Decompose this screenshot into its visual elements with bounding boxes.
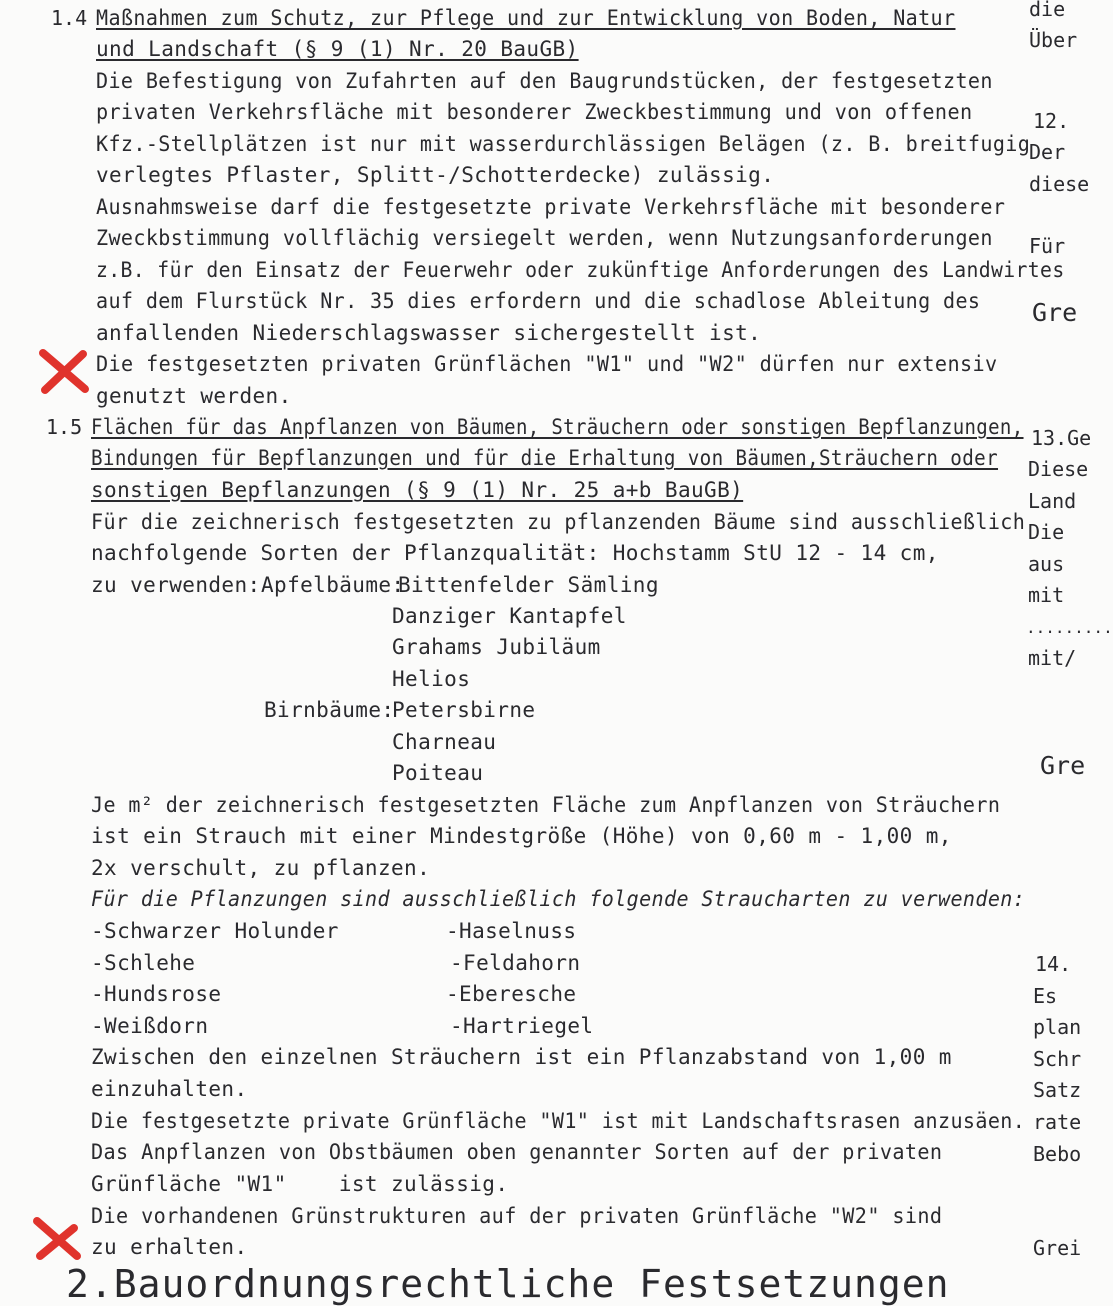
body-line: Die festgesetzte private Grünfläche "W1" ist mit Landschaftsrasen anzusäen. [91,1109,1026,1133]
body-line: Je m² der zeichnerisch festgesetzten Fläche zum Anpflanzen von Sträuchern [91,793,1001,817]
right-column-text: die [1029,0,1066,21]
apple-label: Apfelbäume: [261,573,405,597]
right-column-text: Schr [1033,1047,1082,1071]
body-line: ist ein Strauch mit einer Mindestgröße (Höhe) von 0,60 m - 1,00 m, [91,824,952,848]
body-line: Die festgesetzten privaten Grünflächen "W1" und "W2" dürfen nur extensiv [96,352,998,376]
shrub-item: -Schwarzer Holunder [91,919,339,943]
body-line: Das Anpflanzen von Obstbäumen oben genannter Sorten auf der privaten [91,1140,943,1164]
right-column-text: aus [1028,552,1065,576]
body-line: nachfolgende Sorten der Pflanzqualität: Hochstamm StU 12 - 14 cm, [91,541,939,565]
body-line: anfallenden Niederschlagswasser sichergestellt ist. [96,321,762,345]
pear-label: Birnbäume: [264,698,395,722]
section-heading-line: Flächen für das Anpflanzen von Bäumen, Sträuchern oder sonstigen Bepflanzungen, [91,415,1024,439]
right-column-text: Bebo [1033,1142,1082,1166]
body-line: 2x verschult, zu pflanzen. [91,856,431,880]
apple-variety: Grahams Jubiläum [392,635,601,659]
body-line: zu erhalten. [91,1235,248,1259]
shrub-item: -Hundsrose [91,982,222,1006]
right-column-text: ......... [1026,618,1113,637]
body-line: Grünfläche "W1" ist zulässig. [91,1172,509,1196]
body-line: Für die Pflanzungen sind ausschließlich folgende Straucharten zu verwenden: [91,887,1026,911]
right-column-text: Land [1028,489,1077,513]
right-column-text: Der [1029,140,1066,164]
shrub-item: -Weißdorn [91,1014,209,1038]
right-column-text: mit [1028,583,1065,607]
section-heading-line: sonstigen Bepflanzungen (§ 9 (1) Nr. 25 a+b BauGB) [91,478,744,502]
body-line: Die Befestigung von Zufahrten auf den Baugrundstücken, der festgesetzten [96,69,993,93]
body-line: Zweckbstimmung vollflächig versiegelt werden, wenn Nutzungsanforderungen [96,226,993,250]
body-line: einzuhalten. [91,1077,248,1101]
pear-variety: Charneau [392,730,497,754]
body-line: z.B. für den Einsatz der Feuerwehr oder zukünftige Anforderungen des Landwirtes [96,258,1065,282]
body-line: Für die zeichnerisch festgesetzten zu pflanzenden Bäume sind ausschließlich [91,510,1026,534]
right-column-text: 12. [1033,109,1070,133]
right-column-text: 13.Ge [1031,426,1092,450]
right-column-text: diese [1029,172,1090,196]
shrub-item: -Haselnuss [446,919,577,943]
right-column-text: 14. [1035,952,1072,976]
pear-variety: Petersbirne [392,698,536,722]
right-column-text: plan [1033,1015,1082,1039]
body-line: Zwischen den einzelnen Sträuchern ist ein Pflanzabstand von 1,00 m [91,1045,952,1069]
apple-variety: Danziger Kantapfel [392,604,627,628]
section-heading-line: Bindungen für Bepflanzungen und für die Erhaltung von Bäumen,Sträuchern oder [91,446,999,470]
right-column-text: rate [1033,1110,1082,1134]
right-column-text: Die [1028,520,1065,544]
shrub-item: -Feldahorn [450,951,581,975]
body-line: Die vorhandenen Grünstrukturen auf der privaten Grünfläche "W2" sind [91,1204,943,1228]
body-line: Ausnahmsweise darf die festgesetzte private Verkehrsfläche mit besonderer [96,195,1006,219]
shrub-item: -Eberesche [446,982,577,1006]
section-number: 1.5 [46,415,83,439]
right-column-text: Für [1029,234,1066,258]
next-section-heading: 2.Bauordnungsrechtliche Festsetzungen [66,1262,950,1306]
right-column-text: Es [1033,984,1058,1008]
body-line: auf dem Flurstück Nr. 35 dies erfordern und die schadlose Ableitung des [96,289,981,313]
body-line: privaten Verkehrsfläche mit besonderer Zweckbestimmung und von offenen [96,100,973,124]
right-column-text: Satz [1033,1078,1082,1102]
shrub-item: -Schlehe [91,951,196,975]
section-heading-line: Maßnahmen zum Schutz, zur Pflege und zur Entwicklung von Boden, Natur [96,6,956,30]
apple-variety: Bittenfelder Sämling [398,573,659,597]
right-column-text: Gre [1040,751,1086,780]
right-column-text: Über [1029,28,1078,52]
body-line: genutzt werden. [96,384,292,408]
use-label: zu verwenden: [91,573,261,597]
body-line: verlegtes Pflaster, Splitt-/Schotterdecke) zulässig. [96,163,775,187]
right-column-text: mit/ [1028,646,1077,670]
red-cross-mark-icon [38,348,90,394]
right-column-text: Gre [1032,298,1078,327]
right-column-text: Grei [1033,1236,1082,1260]
section-heading-line: und Landschaft (§ 9 (1) Nr. 20 BauGB) [96,37,579,61]
body-line: Kfz.-Stellplätzen ist nur mit wasserdurchlässigen Belägen (z. B. breitfugig [96,132,1031,156]
apple-variety: Helios [392,667,471,691]
right-column-text: Diese [1028,457,1089,481]
shrub-item: -Hartriegel [450,1014,594,1038]
red-cross-mark-icon [32,1216,82,1262]
section-number: 1.4 [51,6,88,30]
pear-variety: Poiteau [392,761,484,785]
